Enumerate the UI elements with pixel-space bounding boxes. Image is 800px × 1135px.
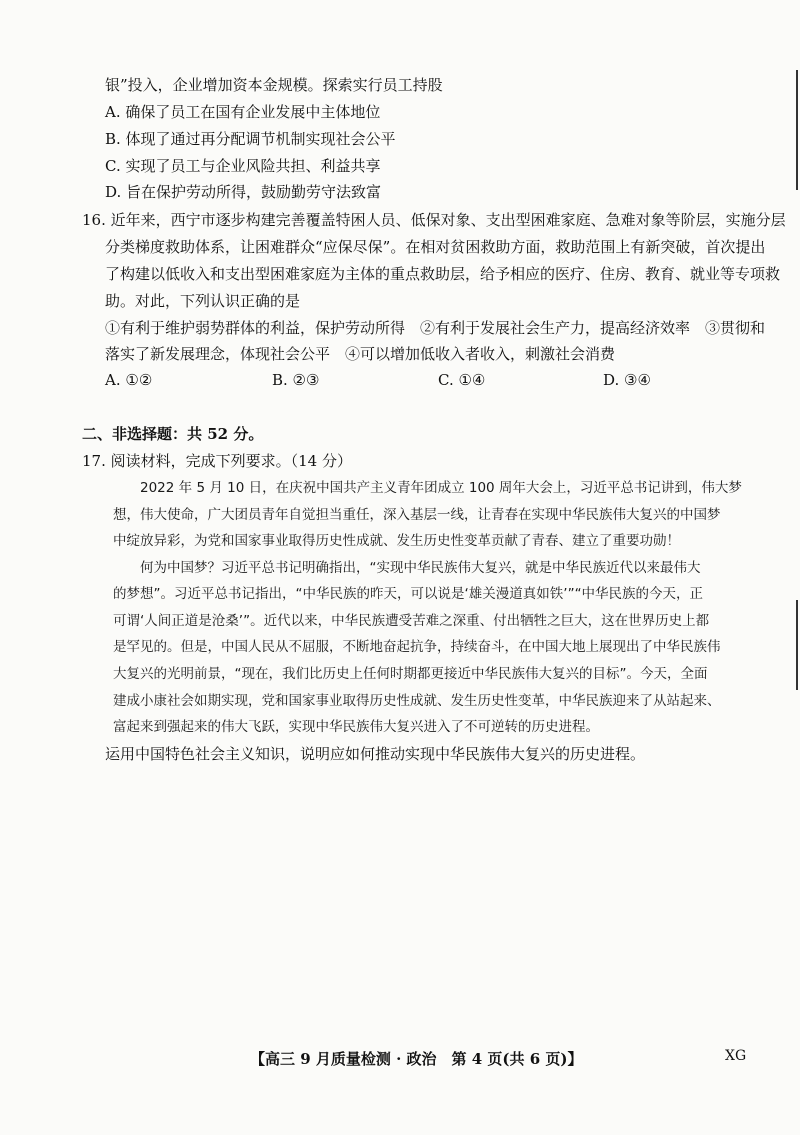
page-footer: 【高三 9 月质量检测 · 政治 第 4 页(共 6 页)】 — [250, 1050, 583, 1068]
q16-choice-b: B. ②③ — [272, 371, 320, 389]
q17-passage-line: 的梦想”。习近平总书记指出，“中华民族的昨天，可以说是‘雄关漫道真如铁’”“中华民族的今天，正 — [113, 586, 704, 602]
q16-choice-a: A. ①② — [105, 371, 153, 389]
q15-option-c: C. 实现了员工与企业风险共担、利益共享 — [105, 157, 381, 175]
q17-passage-line: 2022 年 5 月 10 日，在庆祝中国共产主义青年团成立 100 周年大会上，习近平总书记讲到，伟大梦 — [140, 480, 742, 496]
paper-code: XG — [725, 1048, 747, 1064]
q16-stem-line-1: 16. 近年来，西宁市逐步构建完善覆盖特困人员、低保对象、支出型困难家庭、急难对象等阶层，实施分层 — [82, 211, 786, 229]
scan-edge-mark — [796, 70, 798, 190]
q15-stem-tail: 银”投入，企业增加资本金规模。探索实行员工持股 — [105, 76, 443, 94]
q16-statements-line-1: ①有利于维护弱势群体的利益，保护劳动所得 ②有利于发展社会生产力，提高经济效率 ③贯彻和 — [105, 319, 766, 337]
q17-task: 运用中国特色社会主义知识，说明应如何推动实现中华民族伟大复兴的历史进程。 — [105, 745, 646, 763]
q16-stem-line-3: 了构建以低收入和支出型困难家庭为主体的重点救助层，给予相应的医疗、住房、教育、就业等专项救 — [105, 265, 781, 283]
q16-choice-d: D. ③④ — [603, 371, 651, 389]
scan-edge-mark — [796, 600, 798, 690]
q16-statements-line-2: 落实了新发展理念，体现社会公平 ④可以增加低收入者收入，刺激社会消费 — [105, 345, 616, 363]
q17-passage-line: 建成小康社会如期实现，党和国家事业取得历史性成就、发生历史性变革，中华民族迎来了从站起来、 — [113, 693, 721, 709]
q16-stem-line-2: 分类梯度救助体系，让困难群众“应保尽保”。在相对贫困救助方面，救助范围上有新突破，首次提出 — [105, 238, 766, 256]
q17-passage-line: 中绽放异彩，为党和国家事业取得历史性成就、发生历史性变革贡献了青春、建立了重要功勋！ — [113, 533, 680, 549]
section-2-title: 二、非选择题：共 52 分。 — [82, 425, 264, 443]
q17-passage-line: 大复兴的光明前景，“现在，我们比历史上任何时期都更接近中华民族伟大复兴的目标”。今天，全面 — [113, 666, 708, 682]
q15-option-b: B. 体现了通过再分配调节机制实现社会公平 — [105, 130, 396, 148]
q16-choice-c: C. ①④ — [438, 371, 486, 389]
q15-option-a: A. 确保了员工在国有企业发展中主体地位 — [105, 103, 381, 121]
q17-passage-line: 可谓‘人间正道是沧桑’”。近代以来，中华民族遭受苦难之深重、付出牺牲之巨大，这在世界历史上都 — [113, 613, 710, 629]
q17-passage-line: 富起来到强起来的伟大飞跃，实现中华民族伟大复兴进入了不可逆转的历史进程。 — [113, 719, 599, 735]
q16-stem-line-4: 助。对此，下列认识正确的是 — [105, 292, 301, 310]
q17-passage-line: 何为中国梦？习近平总书记明确指出，“实现中华民族伟大复兴，就是中华民族近代以来最伟大 — [140, 560, 701, 576]
q17-passage-line: 是罕见的。但是，中国人民从不屈服，不断地奋起抗争，持续奋斗，在中国大地上展现出了中华民族伟 — [113, 639, 721, 655]
q17-prompt: 17. 阅读材料，完成下列要求。（14 分） — [82, 452, 352, 470]
q17-passage-line: 想，伟大使命，广大团员青年自觉担当重任，深入基层一线，让青春在实现中华民族伟大复兴的中国梦 — [113, 507, 721, 523]
q15-option-d: D. 旨在保护劳动所得，鼓励勤劳守法致富 — [105, 183, 382, 201]
